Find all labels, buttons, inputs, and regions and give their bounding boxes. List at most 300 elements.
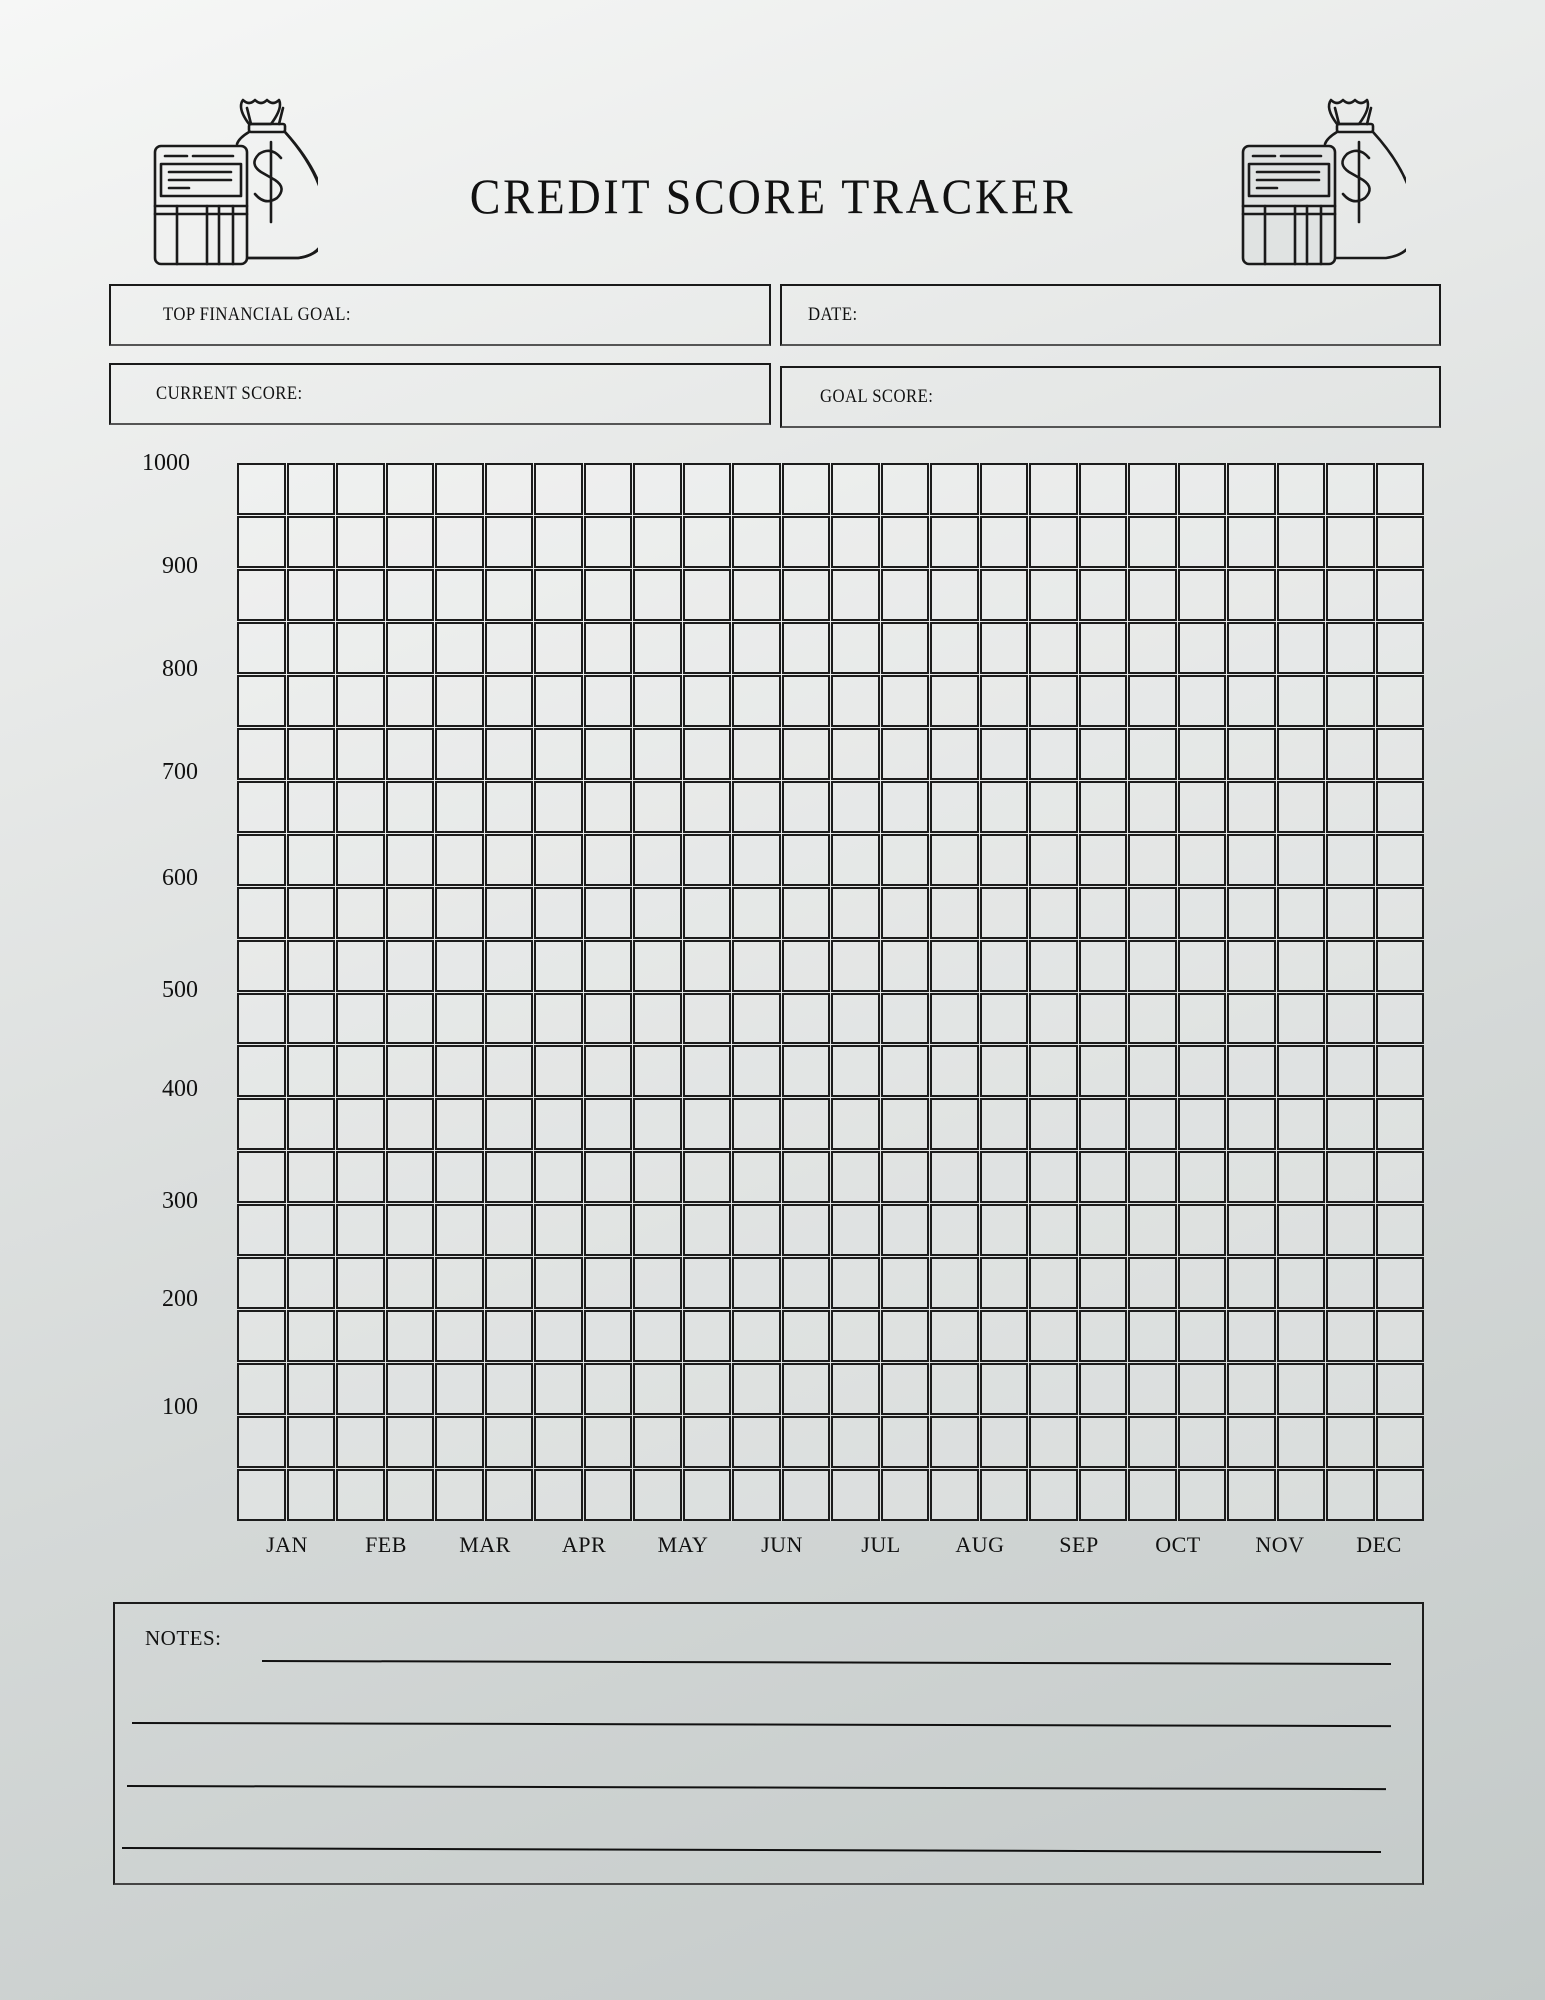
grid-cell[interactable] xyxy=(1178,993,1227,1045)
grid-cell[interactable] xyxy=(1227,622,1276,674)
grid-cell[interactable] xyxy=(930,1098,979,1150)
grid-cell[interactable] xyxy=(1178,1204,1227,1256)
grid-cell[interactable] xyxy=(1326,1310,1375,1362)
grid-cell[interactable] xyxy=(435,1416,484,1468)
grid-cell[interactable] xyxy=(1029,1310,1078,1362)
grid-cell[interactable] xyxy=(683,516,732,568)
grid-cell[interactable] xyxy=(930,1204,979,1256)
grid-cell[interactable] xyxy=(980,463,1029,515)
grid-cell[interactable] xyxy=(980,516,1029,568)
grid-cell[interactable] xyxy=(386,1416,435,1468)
grid-cell[interactable] xyxy=(1227,887,1276,939)
grid-cell[interactable] xyxy=(1326,887,1375,939)
grid-cell[interactable] xyxy=(287,781,336,833)
grid-cell[interactable] xyxy=(930,1363,979,1415)
grid-cell[interactable] xyxy=(782,1416,831,1468)
grid-cell[interactable] xyxy=(1326,1098,1375,1150)
grid-cell[interactable] xyxy=(1277,1363,1326,1415)
grid-cell[interactable] xyxy=(1227,1310,1276,1362)
grid-cell[interactable] xyxy=(1326,675,1375,727)
grid-cell[interactable] xyxy=(881,1416,930,1468)
grid-cell[interactable] xyxy=(435,1045,484,1097)
grid-cell[interactable] xyxy=(435,1098,484,1150)
grid-cell[interactable] xyxy=(881,1045,930,1097)
grid-cell[interactable] xyxy=(1178,463,1227,515)
grid-cell[interactable] xyxy=(782,622,831,674)
grid-cell[interactable] xyxy=(1376,993,1425,1045)
grid-cell[interactable] xyxy=(683,887,732,939)
grid-cell[interactable] xyxy=(435,569,484,621)
grid-cell[interactable] xyxy=(534,463,583,515)
grid-cell[interactable] xyxy=(633,834,682,886)
grid-cell[interactable] xyxy=(1079,1098,1128,1150)
grid-cell[interactable] xyxy=(1277,675,1326,727)
grid-cell[interactable] xyxy=(1227,1257,1276,1309)
grid-cell[interactable] xyxy=(287,993,336,1045)
grid-cell[interactable] xyxy=(287,728,336,780)
grid-cell[interactable] xyxy=(1128,993,1177,1045)
grid-cell[interactable] xyxy=(584,940,633,992)
grid-cell[interactable] xyxy=(1277,993,1326,1045)
grid-cell[interactable] xyxy=(782,728,831,780)
grid-cell[interactable] xyxy=(534,834,583,886)
grid-cell[interactable] xyxy=(930,622,979,674)
grid-cell[interactable] xyxy=(287,1257,336,1309)
grid-cell[interactable] xyxy=(386,1204,435,1256)
grid-cell[interactable] xyxy=(633,728,682,780)
grid-cell[interactable] xyxy=(485,1416,534,1468)
grid-cell[interactable] xyxy=(633,675,682,727)
grid-cell[interactable] xyxy=(534,1310,583,1362)
grid-cell[interactable] xyxy=(1326,781,1375,833)
grid-cell[interactable] xyxy=(287,516,336,568)
grid-cell[interactable] xyxy=(980,622,1029,674)
grid-cell[interactable] xyxy=(1178,1151,1227,1203)
grid-cell[interactable] xyxy=(1128,1257,1177,1309)
grid-cell[interactable] xyxy=(485,569,534,621)
grid-cell[interactable] xyxy=(1277,516,1326,568)
grid-cell[interactable] xyxy=(1029,463,1078,515)
grid-cell[interactable] xyxy=(782,1151,831,1203)
grid-cell[interactable] xyxy=(287,569,336,621)
grid-cell[interactable] xyxy=(980,1257,1029,1309)
grid-cell[interactable] xyxy=(732,1257,781,1309)
grid-cell[interactable] xyxy=(881,1204,930,1256)
grid-cell[interactable] xyxy=(336,1204,385,1256)
grid-cell[interactable] xyxy=(584,1257,633,1309)
grid-cell[interactable] xyxy=(1376,834,1425,886)
grid-cell[interactable] xyxy=(881,569,930,621)
grid-cell[interactable] xyxy=(1277,1416,1326,1468)
date-field[interactable] xyxy=(780,284,1441,346)
grid-cell[interactable] xyxy=(1376,887,1425,939)
grid-cell[interactable] xyxy=(1376,1416,1425,1468)
grid-cell[interactable] xyxy=(584,569,633,621)
grid-cell[interactable] xyxy=(534,940,583,992)
grid-cell[interactable] xyxy=(584,1204,633,1256)
grid-cell[interactable] xyxy=(1326,1045,1375,1097)
grid-cell[interactable] xyxy=(386,1257,435,1309)
grid-cell[interactable] xyxy=(930,1045,979,1097)
grid-cell[interactable] xyxy=(435,622,484,674)
grid-cell[interactable] xyxy=(534,781,583,833)
grid-cell[interactable] xyxy=(980,1045,1029,1097)
grid-cell[interactable] xyxy=(1029,1204,1078,1256)
grid-cell[interactable] xyxy=(534,1204,583,1256)
grid-cell[interactable] xyxy=(633,569,682,621)
grid-cell[interactable] xyxy=(386,569,435,621)
grid-cell[interactable] xyxy=(1128,1310,1177,1362)
current-score-field[interactable] xyxy=(109,363,771,425)
grid-cell[interactable] xyxy=(336,940,385,992)
grid-cell[interactable] xyxy=(1128,1469,1177,1521)
grid-cell[interactable] xyxy=(534,516,583,568)
grid-cell[interactable] xyxy=(1029,569,1078,621)
grid-cell[interactable] xyxy=(1277,463,1326,515)
grid-cell[interactable] xyxy=(485,1310,534,1362)
grid-cell[interactable] xyxy=(336,516,385,568)
grid-cell[interactable] xyxy=(435,516,484,568)
grid-cell[interactable] xyxy=(237,728,286,780)
grid-cell[interactable] xyxy=(782,569,831,621)
grid-cell[interactable] xyxy=(881,675,930,727)
grid-cell[interactable] xyxy=(485,1204,534,1256)
grid-cell[interactable] xyxy=(980,1363,1029,1415)
grid-cell[interactable] xyxy=(732,834,781,886)
grid-cell[interactable] xyxy=(1227,675,1276,727)
grid-cell[interactable] xyxy=(1079,728,1128,780)
notes-box[interactable] xyxy=(113,1602,1424,1885)
grid-cell[interactable] xyxy=(881,887,930,939)
grid-cell[interactable] xyxy=(1029,622,1078,674)
grid-cell[interactable] xyxy=(732,1151,781,1203)
grid-cell[interactable] xyxy=(534,1098,583,1150)
grid-cell[interactable] xyxy=(1029,887,1078,939)
grid-cell[interactable] xyxy=(831,1151,880,1203)
grid-cell[interactable] xyxy=(287,887,336,939)
grid-cell[interactable] xyxy=(683,834,732,886)
grid-cell[interactable] xyxy=(980,1416,1029,1468)
grid-cell[interactable] xyxy=(1227,993,1276,1045)
grid-cell[interactable] xyxy=(485,728,534,780)
grid-cell[interactable] xyxy=(633,1257,682,1309)
grid-cell[interactable] xyxy=(1277,1098,1326,1150)
grid-cell[interactable] xyxy=(1326,834,1375,886)
grid-cell[interactable] xyxy=(732,940,781,992)
grid-cell[interactable] xyxy=(980,728,1029,780)
grid-cell[interactable] xyxy=(237,1151,286,1203)
grid-cell[interactable] xyxy=(237,781,286,833)
grid-cell[interactable] xyxy=(534,993,583,1045)
grid-cell[interactable] xyxy=(1326,1257,1375,1309)
grid-cell[interactable] xyxy=(237,569,286,621)
grid-cell[interactable] xyxy=(237,1204,286,1256)
grid-cell[interactable] xyxy=(633,1045,682,1097)
grid-cell[interactable] xyxy=(435,781,484,833)
grid-cell[interactable] xyxy=(287,1363,336,1415)
grid-cell[interactable] xyxy=(336,1151,385,1203)
grid-cell[interactable] xyxy=(1029,675,1078,727)
grid-cell[interactable] xyxy=(1326,1469,1375,1521)
grid-cell[interactable] xyxy=(485,1257,534,1309)
grid-cell[interactable] xyxy=(1376,463,1425,515)
grid-cell[interactable] xyxy=(1079,1310,1128,1362)
grid-cell[interactable] xyxy=(1326,622,1375,674)
grid-cell[interactable] xyxy=(782,1469,831,1521)
grid-cell[interactable] xyxy=(584,1416,633,1468)
grid-cell[interactable] xyxy=(485,516,534,568)
grid-cell[interactable] xyxy=(1376,1363,1425,1415)
grid-cell[interactable] xyxy=(1376,1310,1425,1362)
grid-cell[interactable] xyxy=(930,1257,979,1309)
grid-cell[interactable] xyxy=(287,1204,336,1256)
grid-cell[interactable] xyxy=(831,569,880,621)
grid-cell[interactable] xyxy=(1277,1310,1326,1362)
grid-cell[interactable] xyxy=(732,1363,781,1415)
grid-cell[interactable] xyxy=(831,1469,880,1521)
grid-cell[interactable] xyxy=(930,1310,979,1362)
grid-cell[interactable] xyxy=(930,516,979,568)
grid-cell[interactable] xyxy=(485,887,534,939)
grid-cell[interactable] xyxy=(237,1098,286,1150)
grid-cell[interactable] xyxy=(633,940,682,992)
grid-cell[interactable] xyxy=(584,1045,633,1097)
grid-cell[interactable] xyxy=(584,1469,633,1521)
grid-cell[interactable] xyxy=(237,834,286,886)
grid-cell[interactable] xyxy=(782,781,831,833)
grid-cell[interactable] xyxy=(1079,781,1128,833)
grid-cell[interactable] xyxy=(1376,516,1425,568)
grid-cell[interactable] xyxy=(534,1469,583,1521)
grid-cell[interactable] xyxy=(386,993,435,1045)
grid-cell[interactable] xyxy=(1128,1416,1177,1468)
grid-cell[interactable] xyxy=(584,1098,633,1150)
grid-cell[interactable] xyxy=(633,1310,682,1362)
grid-cell[interactable] xyxy=(930,728,979,780)
grid-cell[interactable] xyxy=(1079,516,1128,568)
grid-cell[interactable] xyxy=(237,1045,286,1097)
grid-cell[interactable] xyxy=(485,1045,534,1097)
grid-cell[interactable] xyxy=(1227,834,1276,886)
grid-cell[interactable] xyxy=(287,1310,336,1362)
grid-cell[interactable] xyxy=(732,516,781,568)
grid-cell[interactable] xyxy=(1376,1151,1425,1203)
grid-cell[interactable] xyxy=(1178,887,1227,939)
grid-cell[interactable] xyxy=(386,1151,435,1203)
grid-cell[interactable] xyxy=(1079,1204,1128,1256)
grid-cell[interactable] xyxy=(1376,781,1425,833)
grid-cell[interactable] xyxy=(1227,1363,1276,1415)
grid-cell[interactable] xyxy=(435,1204,484,1256)
grid-cell[interactable] xyxy=(782,1363,831,1415)
grid-cell[interactable] xyxy=(782,1098,831,1150)
grid-cell[interactable] xyxy=(1227,1469,1276,1521)
grid-cell[interactable] xyxy=(1029,781,1078,833)
grid-cell[interactable] xyxy=(683,1469,732,1521)
grid-cell[interactable] xyxy=(435,675,484,727)
grid-cell[interactable] xyxy=(1326,940,1375,992)
grid-cell[interactable] xyxy=(1178,622,1227,674)
grid-cell[interactable] xyxy=(633,993,682,1045)
grid-cell[interactable] xyxy=(881,1098,930,1150)
grid-cell[interactable] xyxy=(1128,781,1177,833)
score-grid[interactable] xyxy=(237,463,1424,1521)
grid-cell[interactable] xyxy=(534,1416,583,1468)
grid-cell[interactable] xyxy=(732,728,781,780)
grid-cell[interactable] xyxy=(1029,1363,1078,1415)
grid-cell[interactable] xyxy=(782,516,831,568)
grid-cell[interactable] xyxy=(732,1045,781,1097)
grid-cell[interactable] xyxy=(386,463,435,515)
grid-cell[interactable] xyxy=(1079,1469,1128,1521)
grid-cell[interactable] xyxy=(633,1204,682,1256)
grid-cell[interactable] xyxy=(881,940,930,992)
grid-cell[interactable] xyxy=(930,781,979,833)
grid-cell[interactable] xyxy=(881,463,930,515)
grid-cell[interactable] xyxy=(287,1098,336,1150)
grid-cell[interactable] xyxy=(1227,1416,1276,1468)
grid-cell[interactable] xyxy=(584,993,633,1045)
grid-cell[interactable] xyxy=(336,1257,385,1309)
grid-cell[interactable] xyxy=(386,887,435,939)
grid-cell[interactable] xyxy=(782,993,831,1045)
grid-cell[interactable] xyxy=(287,622,336,674)
grid-cell[interactable] xyxy=(1128,1363,1177,1415)
grid-cell[interactable] xyxy=(732,675,781,727)
grid-cell[interactable] xyxy=(732,1310,781,1362)
grid-cell[interactable] xyxy=(633,1416,682,1468)
grid-cell[interactable] xyxy=(683,1151,732,1203)
grid-cell[interactable] xyxy=(1079,1257,1128,1309)
grid-cell[interactable] xyxy=(336,622,385,674)
grid-cell[interactable] xyxy=(782,887,831,939)
grid-cell[interactable] xyxy=(336,1098,385,1150)
grid-cell[interactable] xyxy=(633,622,682,674)
grid-cell[interactable] xyxy=(683,463,732,515)
grid-cell[interactable] xyxy=(534,1257,583,1309)
grid-cell[interactable] xyxy=(287,940,336,992)
grid-cell[interactable] xyxy=(386,1310,435,1362)
grid-cell[interactable] xyxy=(1178,1045,1227,1097)
grid-cell[interactable] xyxy=(831,1310,880,1362)
grid-cell[interactable] xyxy=(237,516,286,568)
grid-cell[interactable] xyxy=(1029,1416,1078,1468)
grid-cell[interactable] xyxy=(980,1151,1029,1203)
grid-cell[interactable] xyxy=(980,1469,1029,1521)
grid-cell[interactable] xyxy=(881,1151,930,1203)
grid-cell[interactable] xyxy=(386,781,435,833)
grid-cell[interactable] xyxy=(980,887,1029,939)
grid-cell[interactable] xyxy=(534,1363,583,1415)
grid-cell[interactable] xyxy=(287,463,336,515)
grid-cell[interactable] xyxy=(386,1045,435,1097)
grid-cell[interactable] xyxy=(1029,834,1078,886)
grid-cell[interactable] xyxy=(1029,1098,1078,1150)
grid-cell[interactable] xyxy=(1079,463,1128,515)
grid-cell[interactable] xyxy=(485,622,534,674)
grid-cell[interactable] xyxy=(1178,1098,1227,1150)
grid-cell[interactable] xyxy=(287,1045,336,1097)
grid-cell[interactable] xyxy=(237,1310,286,1362)
grid-cell[interactable] xyxy=(683,1204,732,1256)
grid-cell[interactable] xyxy=(1029,993,1078,1045)
grid-cell[interactable] xyxy=(534,1151,583,1203)
grid-cell[interactable] xyxy=(386,1469,435,1521)
grid-cell[interactable] xyxy=(683,622,732,674)
grid-cell[interactable] xyxy=(930,887,979,939)
grid-cell[interactable] xyxy=(485,940,534,992)
grid-cell[interactable] xyxy=(1128,622,1177,674)
grid-cell[interactable] xyxy=(237,463,286,515)
grid-cell[interactable] xyxy=(732,1204,781,1256)
grid-cell[interactable] xyxy=(237,1363,286,1415)
grid-cell[interactable] xyxy=(534,622,583,674)
grid-cell[interactable] xyxy=(980,993,1029,1045)
grid-cell[interactable] xyxy=(1227,1098,1276,1150)
grid-cell[interactable] xyxy=(732,887,781,939)
grid-cell[interactable] xyxy=(831,1416,880,1468)
grid-cell[interactable] xyxy=(683,1098,732,1150)
grid-cell[interactable] xyxy=(633,1098,682,1150)
grid-cell[interactable] xyxy=(831,675,880,727)
grid-cell[interactable] xyxy=(1227,1151,1276,1203)
grid-cell[interactable] xyxy=(1376,622,1425,674)
grid-cell[interactable] xyxy=(336,1045,385,1097)
grid-cell[interactable] xyxy=(683,728,732,780)
grid-cell[interactable] xyxy=(1128,887,1177,939)
grid-cell[interactable] xyxy=(435,728,484,780)
grid-cell[interactable] xyxy=(237,887,286,939)
grid-cell[interactable] xyxy=(683,940,732,992)
grid-cell[interactable] xyxy=(1029,516,1078,568)
grid-cell[interactable] xyxy=(683,569,732,621)
grid-cell[interactable] xyxy=(831,1204,880,1256)
grid-cell[interactable] xyxy=(831,463,880,515)
grid-cell[interactable] xyxy=(782,1045,831,1097)
grid-cell[interactable] xyxy=(237,622,286,674)
grid-cell[interactable] xyxy=(930,463,979,515)
grid-cell[interactable] xyxy=(1326,728,1375,780)
grid-cell[interactable] xyxy=(534,887,583,939)
grid-cell[interactable] xyxy=(584,781,633,833)
grid-cell[interactable] xyxy=(633,887,682,939)
grid-cell[interactable] xyxy=(584,728,633,780)
grid-cell[interactable] xyxy=(336,728,385,780)
grid-cell[interactable] xyxy=(1178,675,1227,727)
grid-cell[interactable] xyxy=(287,675,336,727)
grid-cell[interactable] xyxy=(1128,1098,1177,1150)
grid-cell[interactable] xyxy=(1376,1257,1425,1309)
grid-cell[interactable] xyxy=(1128,675,1177,727)
grid-cell[interactable] xyxy=(1326,569,1375,621)
grid-cell[interactable] xyxy=(386,622,435,674)
grid-cell[interactable] xyxy=(1079,1363,1128,1415)
grid-cell[interactable] xyxy=(1178,569,1227,621)
grid-cell[interactable] xyxy=(287,1416,336,1468)
grid-cell[interactable] xyxy=(1128,569,1177,621)
grid-cell[interactable] xyxy=(485,834,534,886)
grid-cell[interactable] xyxy=(1227,781,1276,833)
grid-cell[interactable] xyxy=(336,1310,385,1362)
grid-cell[interactable] xyxy=(782,940,831,992)
grid-cell[interactable] xyxy=(584,1363,633,1415)
grid-cell[interactable] xyxy=(980,1098,1029,1150)
grid-cell[interactable] xyxy=(881,516,930,568)
grid-cell[interactable] xyxy=(732,569,781,621)
grid-cell[interactable] xyxy=(287,1151,336,1203)
grid-cell[interactable] xyxy=(1079,1151,1128,1203)
grid-cell[interactable] xyxy=(237,1469,286,1521)
